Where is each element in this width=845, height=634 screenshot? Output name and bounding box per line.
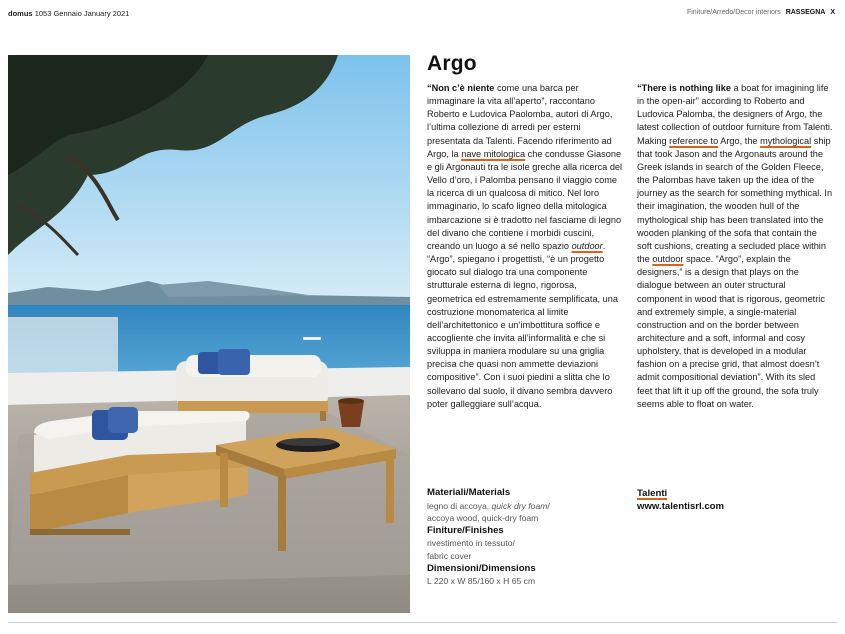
italian-lead: “Non c’è niente xyxy=(427,83,495,93)
finishes-label: Finiture/Finishes xyxy=(427,524,504,536)
english-lead: “There is nothing like xyxy=(637,83,731,93)
materials-it-italic: quick dry foam xyxy=(491,500,548,511)
running-header-left xyxy=(8,9,129,18)
brand-info xyxy=(637,487,817,513)
section-path: Finiture/Arredo/Decor interiors xyxy=(686,9,781,16)
article-title: Argo xyxy=(427,52,477,75)
finishes-english: fabric cover xyxy=(427,550,472,561)
italian-text-part: che condusse Giasone e gli Argonauti tra le isole greche alla ricerca del Vello d’oro, i Palomba pensano il viaggio come la ricerca di un qualcosa di mitico. Nel loro immaginario, lo scafo ligneo della mitologica imbarcazione si è tradotto nel fasciame di legno del divano che contiene i morbidi cuscini, creando un luogo a sé nello spazio xyxy=(427,148,623,251)
materials-italian xyxy=(427,500,627,513)
magazine-name: domus xyxy=(8,9,33,18)
materials-it-text: legno di accoya, xyxy=(427,500,492,511)
issue-info: 1053 Gennaio January 2021 xyxy=(34,9,130,18)
english-text-part: ship that took Jason and the Argonauts around the Greek islands in search of the Golden Fleece, the Palombas have taken up the idea of the journey as the search for something mythical. In their imagination, the wooden hull of the mythological ship has been translated into the wooden planking of the sofa that contain the soft cushions, creating a secluded place within the xyxy=(637,135,833,265)
product-specs xyxy=(427,487,627,588)
section-mark: X xyxy=(830,9,835,16)
english-highlight: reference to xyxy=(669,135,719,146)
italian-highlight: nave mitologica xyxy=(461,148,526,159)
materials-label: Materiali/Materials xyxy=(427,487,511,498)
english-text-column xyxy=(637,82,833,411)
finishes-italian: rivestimento in tessuto/ xyxy=(427,538,515,549)
argo-sofa-scene xyxy=(8,55,410,613)
italian-highlight: outdoor xyxy=(571,240,603,251)
english-highlight: outdoor xyxy=(652,254,684,265)
materials-it-slash: / xyxy=(547,500,550,511)
english-highlight: mythological xyxy=(760,135,812,146)
brand-name: Talenti xyxy=(637,488,668,499)
italian-text-column xyxy=(427,82,623,411)
dimensions-label: Dimensioni/Dimensions xyxy=(427,562,536,574)
italian-text-part: . “Argo”, spiegano i progettisti, “è un progetto giocato sul dialogo tra una componente strutturale esterna di legno, rigorosa, geometrica ed estremamente semplificata, una costruzione monomaterica al limite dell’architettonico e un’imbottitura soffice e accogliente che invita all’informalità e che si sviluppa in maniera modulare su una griglia precisa che quasi non ammette deviazioni compositive”. Con i suoi piedini a slitta che lo sollevano dal suolo, il divano sembra davvero poter galleggiare sull’acqua. xyxy=(427,240,618,409)
english-text-part: Argo, the xyxy=(718,135,761,146)
english-text-part: space. “Argo”, explain the designers,” is a design that plays on the dialogue between an outer structural component in wood that is rigorous, geometric and extremely simple, a single-material construction and on the border between architecture and a soft, informal and cosy upholstery, that is developed in a modular fashion on a precise grid, that almost doesn’t admit compositional deviation”. With its sled feet that lift it up off the ground, the sofa truly seems able to float on water. xyxy=(637,254,825,409)
brand-url[interactable]: www.talentisrl.com xyxy=(637,501,725,512)
dimensions-value: L 220 x W 85/160 x H 65 cm xyxy=(427,576,536,587)
english-text-part: a boat for imagining life in the open-air” according to Roberto and Ludovica Palomba, the designers of Argo, the latest collection of outdoor furniture from Talenti. Making xyxy=(637,83,833,146)
bottom-divider xyxy=(8,622,837,623)
product-photo xyxy=(8,55,410,613)
italian-text-part: come una barca per immaginare la vita all’aperto”, raccontano Roberto e Ludovica Paolomba, autori di Argo, l’ultima collezione di arredi per esterni presentata da Talenti. Facendo riferimento ad Argo, la xyxy=(427,83,613,159)
materials-english: accoya wood, quick-dry foam xyxy=(427,513,539,524)
running-header-right xyxy=(687,9,835,16)
section-name: RASSEGNA xyxy=(785,9,826,16)
